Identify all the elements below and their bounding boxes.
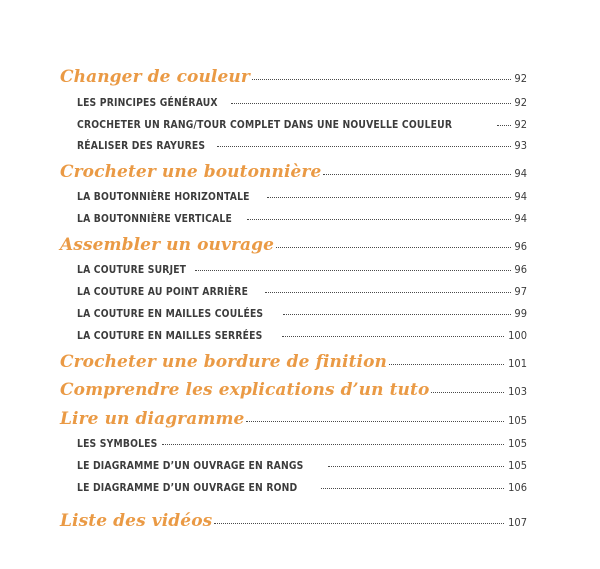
chapter-title: Crocheter une bordure de finition	[60, 352, 387, 372]
page-number: 96	[514, 240, 527, 253]
dot-leader	[276, 247, 511, 248]
page-number: 105	[508, 437, 527, 450]
dot-leader	[231, 103, 511, 104]
toc-entry-section	[0, 459, 600, 472]
section-title: LES PRINCIPES GÉNÉRAUX	[77, 97, 218, 109]
chapter-title: Crocheter une boutonnière	[60, 162, 322, 182]
section-title: LA COUTURE EN MAILLES SERRÉES	[77, 330, 263, 342]
section-title: LA COUTURE SURJET	[77, 264, 187, 276]
page-number: 103	[508, 385, 527, 398]
dot-leader	[195, 270, 511, 271]
section-title: LA BOUTONNIÈRE HORIZONTALE	[77, 191, 250, 203]
section-title: LES SYMBOLES	[77, 438, 158, 450]
toc-entry-chapter	[0, 511, 600, 531]
dot-leader	[283, 314, 511, 315]
page-number: 94	[514, 167, 527, 180]
page-number: 94	[514, 190, 527, 203]
toc-entry-section	[0, 263, 600, 276]
page-number: 100	[508, 329, 527, 342]
dot-leader	[497, 125, 511, 126]
dot-leader	[321, 488, 504, 489]
page-number: 93	[514, 139, 527, 152]
toc-entry-chapter	[0, 162, 600, 182]
section-title: LA COUTURE EN MAILLES COULÉES	[77, 308, 264, 320]
section-title: CROCHETER UN RANG/TOUR COMPLET DANS UNE NOUVELLE COULEUR	[77, 119, 453, 131]
dot-leader	[246, 421, 504, 422]
section-title: LE DIAGRAMME D’UN OUVRAGE EN ROND	[77, 482, 298, 494]
dot-leader	[252, 79, 511, 80]
section-title: LA BOUTONNIÈRE VERTICALE	[77, 213, 232, 225]
toc-entry-chapter	[0, 409, 600, 429]
toc-entry-section	[0, 96, 600, 109]
toc-entry-section	[0, 329, 600, 342]
toc-entry-section	[0, 190, 600, 203]
section-title: LA COUTURE AU POINT ARRIÈRE	[77, 286, 249, 298]
page-number: 105	[508, 414, 527, 427]
chapter-title: Changer de couleur	[60, 67, 250, 87]
page-number: 97	[514, 285, 527, 298]
toc-entry-section	[0, 285, 600, 298]
dot-leader	[323, 174, 511, 175]
dot-leader	[267, 197, 511, 198]
toc-entry-section	[0, 307, 600, 320]
page-number: 99	[514, 307, 527, 320]
dot-leader	[389, 364, 504, 365]
chapter-title: Comprendre les explications d’un tuto	[60, 380, 430, 400]
toc-entry-chapter	[0, 352, 600, 372]
dot-leader	[328, 466, 504, 467]
dot-leader	[282, 336, 504, 337]
chapter-title: Lire un diagramme	[60, 409, 245, 429]
dot-leader	[162, 444, 504, 445]
chapter-title: Liste des vidéos	[60, 511, 213, 531]
page-number: 92	[514, 118, 527, 131]
toc-entry-section	[0, 437, 600, 450]
page-number: 96	[514, 263, 527, 276]
section-title: LE DIAGRAMME D’UN OUVRAGE EN RANGS	[77, 460, 304, 472]
dot-leader	[217, 146, 511, 147]
toc-entry-section	[0, 118, 600, 131]
dot-leader	[431, 392, 504, 393]
chapter-title: Assembler un ouvrage	[60, 235, 275, 255]
page-number: 92	[514, 96, 527, 109]
page-number: 101	[508, 357, 527, 370]
section-title: RÉALISER DES RAYURES	[77, 140, 206, 152]
toc-entry-chapter	[0, 67, 600, 87]
page-number: 92	[514, 72, 527, 85]
toc-entry-chapter	[0, 380, 600, 400]
dot-leader	[265, 292, 511, 293]
dot-leader	[214, 523, 504, 524]
page-number: 106	[508, 481, 527, 494]
toc-entry-chapter	[0, 235, 600, 255]
page-number: 107	[508, 516, 527, 529]
page-number: 94	[514, 212, 527, 225]
toc-entry-section	[0, 481, 600, 494]
toc-entry-section	[0, 139, 600, 152]
page-number: 105	[508, 459, 527, 472]
toc-entry-section	[0, 212, 600, 225]
dot-leader	[247, 219, 511, 220]
